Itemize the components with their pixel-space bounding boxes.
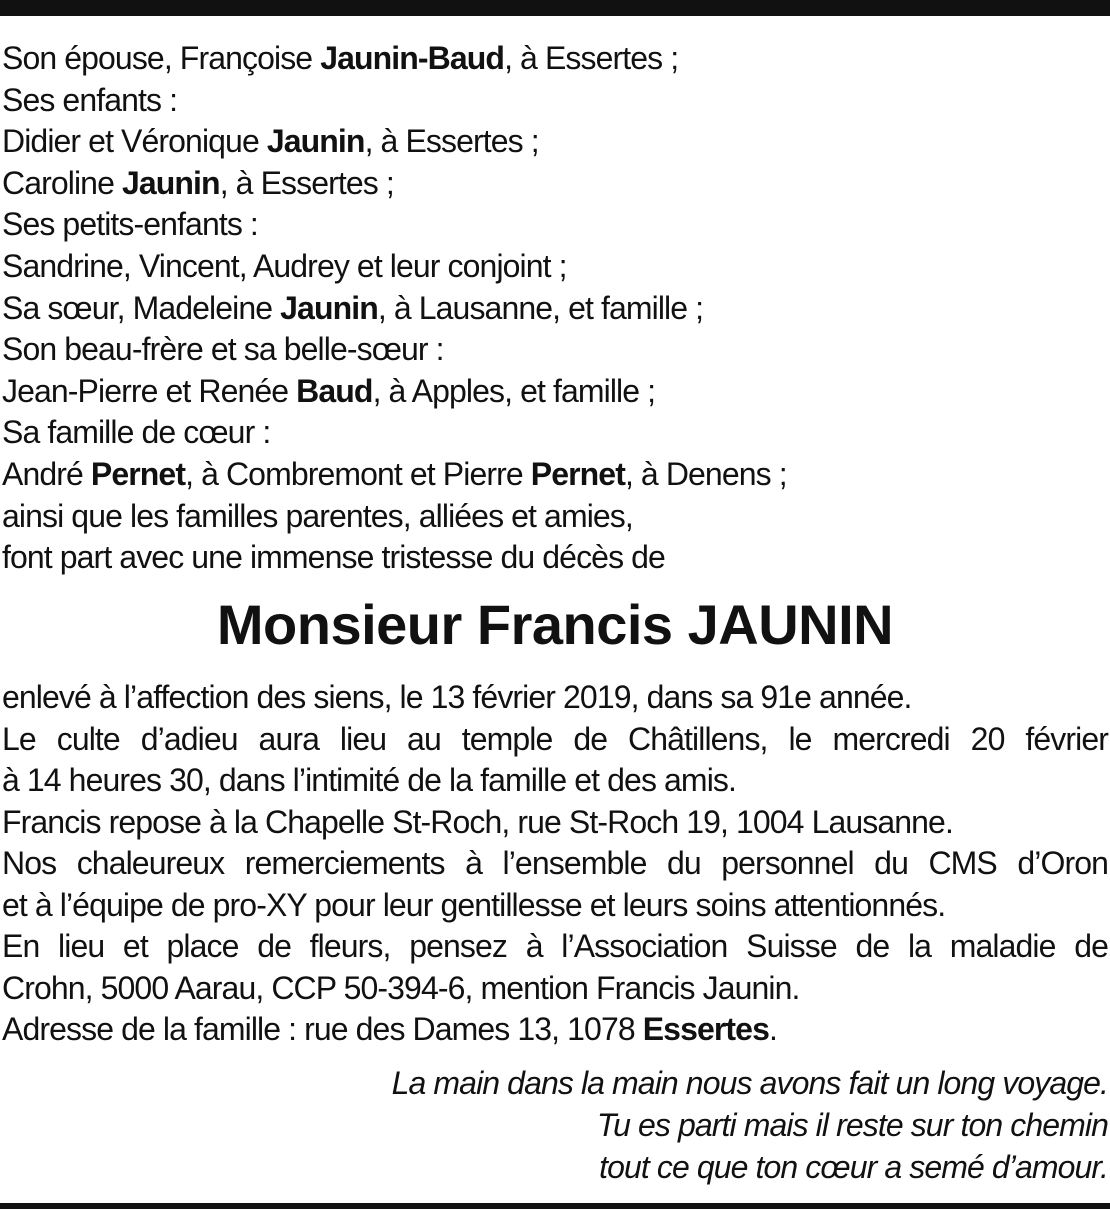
poem-line-3: tout ce que ton cœur a semé d’amour.	[599, 1149, 1108, 1185]
deceased-name: Monsieur Francis JAUNIN	[216, 593, 894, 656]
spouse-line: Son épouse, Françoise Jaunin-Baud, à Essertes ;	[2, 40, 679, 76]
grandchildren-line: Sandrine, Vincent, Audrey et leur conjoint ;	[2, 247, 567, 284]
heart-family-heading: Sa famille de cœur :	[2, 414, 271, 451]
funeral-notice	[2, 677, 1108, 1051]
sister-line: Sa sœur, Madeleine Jaunin, à Lausanne, et famille ;	[2, 289, 704, 326]
children-heading: Ses enfants :	[2, 81, 178, 118]
poem-line-2: Tu es parti mais il reste sur ton chemin	[596, 1107, 1108, 1143]
notice-line-4: Francis repose à la Chapelle St-Roch, rue St-Roch 19, 1004 Lausanne.	[2, 803, 953, 840]
in-laws-line: Jean-Pierre et Renée Baud, à Apples, et famille ;	[2, 372, 656, 409]
bottom-rule	[0, 1203, 1110, 1209]
family-address-line: Adresse de la famille : rue des Dames 13, 1078 Essertes.	[2, 1011, 777, 1047]
notice-line-5: Nos chaleureux remerciements à l’ensemble du personnel du CMS d’Oron	[2, 845, 1108, 881]
notice-line-1: enlevé à l’affection des siens, le 13 février 2019, dans sa 91e année.	[2, 679, 912, 715]
notice-line-6: et à l’équipe de pro-XY pour leur gentillesse et leurs soins attentionnés.	[2, 886, 946, 923]
relatives-line: ainsi que les familles parentes, alliées et amies,	[2, 497, 633, 534]
announcement-line: font part avec une immense tristesse du décès de	[2, 539, 665, 576]
heart-family-line: André Pernet, à Combremont et Pierre Pernet, à Denens ;	[2, 455, 787, 492]
notice-line-8: Crohn, 5000 Aarau, CCP 50-394-6, mention Francis Jaunin.	[2, 969, 800, 1006]
grandchildren-heading: Ses petits-enfants :	[2, 206, 258, 243]
notice-line-7: En lieu et place de fleurs, pensez à l’Association Suisse de la maladie de	[2, 928, 1108, 964]
child-line-1: Didier et Véronique Jaunin, à Essertes ;	[2, 123, 539, 160]
notice-line-2: Le culte d’adieu aura lieu au temple de Châtillens, le mercredi 20 février	[2, 720, 1108, 757]
top-rule	[0, 0, 1110, 16]
child-line-2: Caroline Jaunin, à Essertes ;	[2, 164, 394, 201]
in-laws-heading: Son beau-frère et sa belle-sœur :	[2, 331, 444, 368]
poem-line-1: La main dans la main nous avons fait un long voyage.	[391, 1065, 1108, 1101]
closing-poem	[208, 1062, 1108, 1188]
family-announcement	[2, 38, 1108, 579]
notice-line-3: à 14 heures 30, dans l’intimité de la famille et des amis.	[2, 762, 736, 798]
